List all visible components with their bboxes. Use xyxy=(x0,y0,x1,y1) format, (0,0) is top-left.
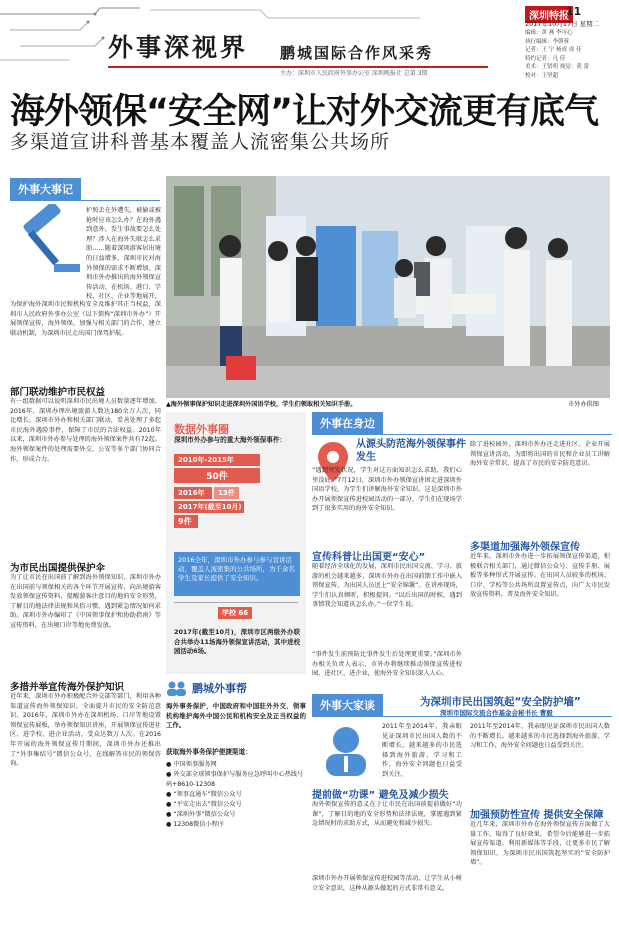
left-paragraph: 有一组数据可以说明深圳市民出境人员数量逐年增加，2016年，深圳办理出境旅游人数达180余万人次，同比增长。深圳市外办和相关部门联动，妥善处理了多起市民海外遇险事件，保障了市民的合法权益。2010年以来，深圳市外办参与处理的海外领保案件共有72起。海外领保案件的处理需要外交、公安等多个部门协同合作，形成合力。 xyxy=(10,398,161,463)
list-item-text: “领事直通车”微信公众号 xyxy=(173,791,242,798)
data-box-lead: 深圳市外办参与的重大海外领保事件： xyxy=(174,436,287,444)
scene-paragraph: 近年来，深圳市外办进一步拓展领保宣传渠道，积极联合相关部门，通过微信公众号、宣传手册、展板等多种形式开展宣传。在出国人员较多的机场、口岸、学校等公共场所设置宣传点，向广大市民发放宣传资料，普及海外安全知识。 xyxy=(470,553,610,599)
expert-paragraph: 深圳市外办开展领保宣传进校园等活动，让学生从小树立安全意识，这种从源头做起的方式非常有意义。 xyxy=(312,875,462,892)
list-item: ● “平安走出去”微信公众号 xyxy=(166,801,242,808)
section-tag: 外事大事记 xyxy=(10,178,81,200)
section-title: 外事深视界 xyxy=(108,33,249,62)
school-bar-axis xyxy=(174,602,298,624)
expert-paragraph: 海外领保宣传的意义在于让市民在出国前提前做好“功课”，了解目的地的安全形势和法律法规，掌握遇到紧急情况时的求助方式，从而避免和减少损失。 xyxy=(312,801,462,828)
data-bar-label: 2016年 xyxy=(174,487,212,499)
avatar xyxy=(316,720,376,776)
data-bar-row xyxy=(174,454,300,466)
scene-paragraph: 除了进校园外，深圳市外办还走进社区、企业开展领保宣讲活动，为即将出国的市民和企业员工讲解海外安全常识，提高了市民的安全防范意识。 xyxy=(470,441,610,468)
expert-paragraph: 近几年来，深圳市外办在海外领保宣传方面做了大量工作，取得了良好效果。希望今后能够进一步拓展宣传渠道，利用新媒体等手段，让更多市民了解领保知识，为深圳市民出国筑起坚实的“安全防护墙”。 xyxy=(470,821,610,867)
editor-list xyxy=(525,29,615,80)
subhead-linkage: 部门联动维护市民权益 xyxy=(10,387,106,398)
list-item: ● “深圳外事”微信公众号 xyxy=(166,811,236,818)
data-box-tag-label: 数据外事圈 xyxy=(174,423,229,436)
scene-paragraph: “遇到突发状况，学生对这方面知识怎么求助，我们心里没底。”7月12日，深圳市外办领保宣讲团走进深圳外国语学校，为学生们讲解海外安全知识。这是深圳市外办开展领保宣传进校园活动的一部分，学生们在现场学到了很多实用的海外安全知识。 xyxy=(312,467,462,513)
expert-title: 为深圳市民出国筑起“安全防护墙” xyxy=(420,696,581,708)
headline: 海外领保“安全网”让对外交流更有底气 xyxy=(10,92,599,132)
page-number: 11 xyxy=(566,5,582,18)
news-photo xyxy=(166,176,610,398)
expert-author: 深圳市国际交流合作基金会秘书长 曹毅 xyxy=(440,709,553,717)
scene-paragraph: 随着经济全球化的发展，深圳市民出国交流、学习、旅游的机会越来越多。深圳市外办在出国前期工作中嵌入领保宣传，为出国人员送上“安全锦囊”。在讲座现场，学生们认真倾听，积极提问。“以后出国的时候，遇到事情我会知道该怎么办。”一位学生说。 xyxy=(312,563,462,609)
photo-credit: 市外办供图 xyxy=(568,401,599,408)
data-bar-row xyxy=(174,468,300,483)
data-bar-label: 2017年(截至10月) xyxy=(174,501,244,513)
data-bar-value: 50件 xyxy=(174,468,260,483)
left-section-header xyxy=(10,178,160,201)
data-bars xyxy=(174,454,300,528)
data-box-tag xyxy=(174,418,229,437)
section-line xyxy=(312,434,612,435)
service-list xyxy=(166,760,306,830)
data-bar-row xyxy=(174,487,300,499)
scene-section-header xyxy=(312,412,612,435)
service-intro: 海外事务保护，中国政府和中国驻外外交、领事机构维护海外中国公民和机构安全及正当权益的工作。 xyxy=(166,702,306,730)
expert-paragraph: 2011年至2014年，我亲眼见证深圳市民出国人数的不断增长。越来越多的市民选择到海外旅游、学习和工作，海外安全问题也日益受到关注。 xyxy=(470,723,610,750)
subhead-umbrella: 为市民出国提供保护伞 xyxy=(10,563,106,574)
service-box xyxy=(166,680,306,922)
section-tag: 外事在身边 xyxy=(312,412,383,434)
list-item-text: 12308微信小程序 xyxy=(173,821,224,828)
editor-line: 特约记者：凡 佳 xyxy=(525,55,566,62)
gavel-icon xyxy=(14,204,84,278)
list-item: ● 中国领事服务网 xyxy=(166,761,217,768)
data-bar-row xyxy=(174,501,300,513)
scene-paragraph: “事件发生前预防比事件发生后处理更重要。”深圳市外办相关负责人表示，市外办将继续推动领保宣传进校园、进社区、进企业，使海外安全知识深入人心。 xyxy=(312,651,462,678)
data-bar-label: 2010年-2015年 xyxy=(174,454,260,466)
subheadline: 多渠道宣讲科普基本覆盖人流密集公共场所 xyxy=(10,131,391,153)
school-bar: 学校 66 xyxy=(218,607,252,619)
left-paragraph: 为了让市民在出国前了解到海外领保知识，深圳市外办在出国前与领保相关的各个环节开展宣传，向出境游客发放领保宣传资料，提醒游客注意目的地的安全形势，了解目的地法律法规和风俗习惯，遇到紧急情况如何求助。深圳市外办编印了《中国领事保护和协助指南》等宣传资料，在出境口岸等地免费发放。 xyxy=(10,574,161,629)
list-item: ● 12308微信小程序 xyxy=(166,821,224,828)
service-box-tag: 鹏城外事帮 xyxy=(192,682,247,695)
header-meta: 主办：深圳市人民政府外事办公室 深圳晚报社 总第 3期 xyxy=(280,70,428,77)
issue-date: 2017年10月17日 星期二 xyxy=(525,20,600,28)
section-tag: 外事大家谈 xyxy=(312,694,383,716)
left-intro: 护照丢在外遭失，被偷或被抢时应该怎么办？在海外遇到意外，发生事故要怎么处理？涉入在海外失联怎么求助……随着深圳游客居出境的日益增多，深圳市民对海外领保的需求不断增加。深圳市外办推出的海外领保宣传活动，在机场、港口、学校、社区、企业等地展开， xyxy=(86,207,161,301)
expert-subhead: 加强预防性宣传 提供安全保障 xyxy=(470,810,604,821)
school-note: 2017年(截至10月)，深圳市区两级外办联合共举办11场海外领保宣讲活动，其中进校园活动6场。 xyxy=(174,628,300,656)
service-list-title: 获取海外事务保护便捷渠道： xyxy=(166,748,252,756)
section-slogan: 鹏城国际合作风采秀 xyxy=(280,44,434,62)
list-item-text: 外交部全球领事保护与服务应急呼叫中心热线号码+8610-12308 xyxy=(166,771,304,788)
newspaper-logo: 深圳特报 xyxy=(525,6,573,23)
photo-scene xyxy=(166,176,610,398)
masthead xyxy=(0,0,619,78)
data-box-note: 2016全年，深圳市外办参与参与宣讲活动，覆盖人流密集的公共场所，为千余名学生及家长提供了安全知识。 xyxy=(174,552,300,596)
photo-caption: ▲海外领事保护知识走进深圳外国语学校，学生们领取相关知识手册。 xyxy=(166,401,357,408)
data-bar-value: 13件 xyxy=(214,487,239,499)
editor-line: 编辑：黄 燕 李可心 xyxy=(525,30,573,36)
subhead-measures: 多措并举宣传海外保护知识 xyxy=(10,682,125,693)
list-item-text: 中国领事服务网 xyxy=(173,761,217,768)
data-bar-value: 9件 xyxy=(174,515,198,528)
scene-headline: 从源头防范海外领保事件发生 xyxy=(356,439,466,463)
scene-subhead: 宣传科普让出国更“安心” xyxy=(312,552,426,563)
data-box xyxy=(166,412,306,674)
list-item: ● “领事直通车”微信公众号 xyxy=(166,791,242,798)
expert-paragraph: 2011年至2014年，我亲眼见证深圳市民出国人数的不断增长。越来越多的市民选择到海外旅游、学习和工作，海外安全问题也日益受到关注。 xyxy=(382,723,462,778)
left-paragraph: 近年来，深圳市外办积极配合外交部等部门，利用各种渠道宣传海外领保知识，全面提升市民的安全防范意识。2016年，深圳市外办在深圳机场、口岸等地设置领保宣传展板，举办领保知识讲座，开展领保宣传进社区、进学校、进企业活动，受众达数万人次。在2016年开展的海外领保宣传月期间，深圳市外办还推出了“外事集结号”微信公众号，在线解答市民的领保咨询。 xyxy=(10,693,161,768)
section-line xyxy=(10,200,160,201)
list-item-text: “平安走出去”微信公众号 xyxy=(173,801,242,808)
list-item-text: “深圳外事”微信公众号 xyxy=(173,811,236,818)
scene-subhead: 多渠道加强海外领保宣传 xyxy=(470,542,580,553)
editor-line: 校对：王坚超 xyxy=(525,72,559,79)
people-icon xyxy=(166,680,188,696)
editor-line: 美术：王贤明 视觉：黄 蕾 xyxy=(525,64,589,70)
left-paragraph: 为保护海外深圳市民和机构安全及维护其正当权益，深圳市人民政府外事办公室（以下简称“深圳市外办”）开展领保宣传，海外领保，加强与相关部门的合作，建立联动机制，为深圳市民走出国门保驾护航。 xyxy=(10,301,161,337)
expert-subhead: 提前做“功课” 避免及减少损失 xyxy=(312,790,449,801)
editor-line: 记者：王 宁 杨成 成 佳 xyxy=(525,47,582,53)
service-box-header xyxy=(166,680,306,696)
data-bar-row xyxy=(174,515,300,528)
editor-line: 执行编辑：李朝蓉 xyxy=(525,38,570,45)
list-item: ● 外交部全球领事保护与服务应急呼叫中心热线号码+8610-12308 xyxy=(166,771,304,788)
